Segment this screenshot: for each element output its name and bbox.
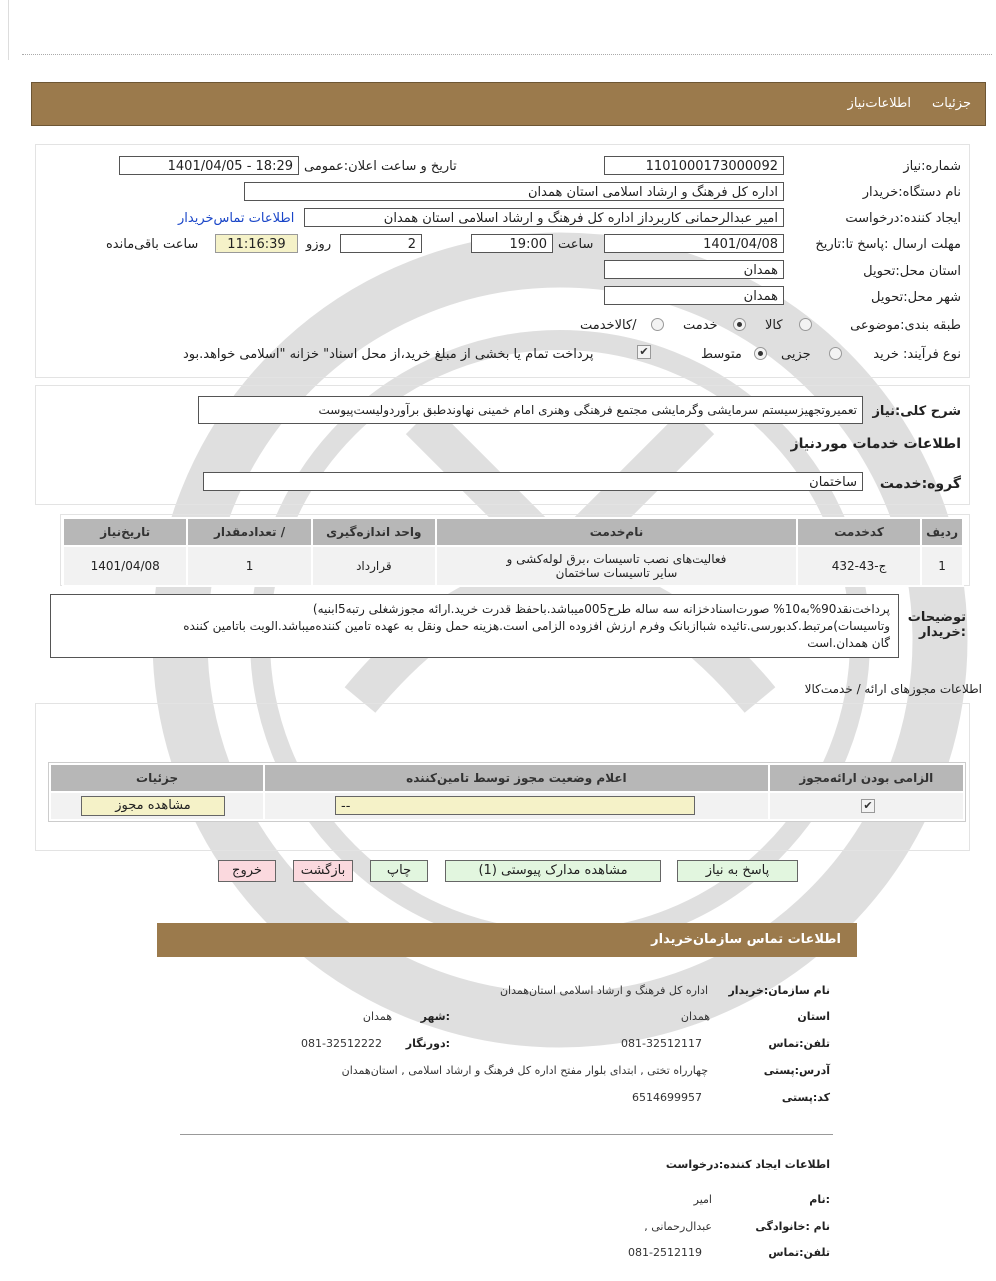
creator-field: امیر عبدالرحمانی کاربرداز اداره کل فرهنگ و ارشاد اسلامی استان همدان bbox=[304, 208, 784, 227]
contact-header bbox=[157, 923, 857, 957]
remaining-time-field: 11:16:39 bbox=[215, 234, 298, 253]
contact-postal-value: 6514699957 bbox=[632, 1091, 702, 1104]
attachments-button[interactable]: مشاهده مدارک پیوستی (1) bbox=[445, 860, 661, 882]
deadline-label: مهلت ارسال :پاسخ تا:تاریخ bbox=[815, 237, 961, 252]
top-divider bbox=[22, 54, 992, 55]
province-label: استان محل:تحویل bbox=[863, 264, 961, 279]
contact-title: اطلاعات تماس سازمان‌خریدار bbox=[651, 932, 841, 947]
deadline-time-label: ساعت bbox=[558, 237, 594, 252]
city-label: شهر محل:تحویل bbox=[871, 290, 961, 305]
announce-field: 1401/04/05 - 18:29 bbox=[119, 156, 299, 175]
exit-button[interactable]: خروج bbox=[218, 860, 276, 882]
deadline-time-field: 19:00 bbox=[471, 234, 553, 253]
category-label: طبقه بندی:موضوعی bbox=[850, 318, 961, 333]
contact-phone-label: تلفن:تماس bbox=[768, 1037, 830, 1050]
category-goods-radio[interactable] bbox=[799, 318, 812, 331]
view-permit-button[interactable]: مشاهده مجوز bbox=[81, 796, 225, 816]
header-bar bbox=[31, 82, 986, 126]
creator-phone-label: تلفن:تماس bbox=[768, 1246, 830, 1259]
tab-details[interactable]: جزئیات bbox=[932, 96, 971, 111]
buyer-notes-box bbox=[50, 594, 899, 658]
contact-org-label: نام سازمان:خریدار bbox=[728, 984, 830, 997]
deadline-date-field: 1401/04/08 bbox=[604, 234, 784, 253]
contact-province-value: همدان bbox=[680, 1010, 710, 1023]
process-partial-label: جزیی bbox=[781, 347, 811, 362]
contact-address-value: چهارراه تختی , ابتدای بلوار مفتح اداره کل فرهنگ و ارشاد اسلامی , استان‌همدان bbox=[341, 1064, 708, 1077]
creator-family-value: عبدال‌رحمانی , bbox=[644, 1220, 712, 1233]
category-service-radio[interactable] bbox=[733, 318, 746, 331]
city-field: همدان bbox=[604, 286, 784, 305]
cell-qty: 1 bbox=[187, 546, 311, 586]
group-field: ساختمان bbox=[203, 472, 863, 491]
contact-fax-label: :دورنگار bbox=[405, 1037, 450, 1050]
creator-name-label: :نام bbox=[809, 1193, 830, 1206]
col-row: ردیف bbox=[921, 518, 963, 546]
contact-province-label: استان bbox=[797, 1010, 830, 1023]
process-partial-radio[interactable] bbox=[829, 347, 842, 360]
group-label: گروه:خدمت bbox=[879, 476, 961, 492]
buyer-notes-line2: وتاسیسات)مرتبط.کدبورسی.تائیده شباازبانک وفرم ارزش افزوده الزامی است.هزینه حمل ونقل به عهده تامین کننده‌میباشد.الویت باتامین کننده bbox=[183, 619, 890, 633]
payment-note: پرداخت تمام یا بخشی از مبلغ خرید،از محل اسناد" خزانه "اسلامی خواهد.بود bbox=[183, 347, 594, 362]
permit-status-field[interactable]: -- bbox=[335, 796, 695, 815]
contact-address-label: آدرس:پستی bbox=[763, 1064, 830, 1077]
cell-code: ج-43-432 bbox=[797, 546, 921, 586]
permit-required-checkbox[interactable]: ✔ bbox=[861, 799, 875, 813]
contact-divider bbox=[180, 1134, 833, 1135]
announce-label: تاریخ و ساعت اعلان:عمومی bbox=[304, 159, 457, 174]
back-button[interactable]: بازگشت bbox=[293, 860, 353, 882]
col-qty: / تعدادمقدار bbox=[187, 518, 311, 546]
province-field: همدان bbox=[604, 260, 784, 279]
cell-name-line1: فعالیت‌های نصب تاسیسات ،برق لوله‌کشی و bbox=[506, 552, 727, 566]
creator-name-value: امیر bbox=[693, 1193, 712, 1206]
cell-row: 1 bbox=[921, 546, 963, 586]
cell-name bbox=[436, 546, 797, 586]
creator-family-label: نام :خانوادگی bbox=[755, 1220, 830, 1233]
buyer-notes-line3: گان همدان.است bbox=[807, 636, 890, 650]
buyer-org-label: نام دستگاه:خریدار bbox=[862, 185, 961, 200]
category-both-label: /کالاخدمت bbox=[580, 318, 637, 333]
creator-phone-value: 081-2512119 bbox=[628, 1246, 702, 1259]
process-medium-label: متوسط bbox=[701, 347, 742, 362]
buyer-contact-link[interactable]: اطلاعات تماس‌خریدار bbox=[178, 211, 295, 226]
category-goods-label: کالا bbox=[765, 318, 783, 333]
creator-section-title: اطلاعات ایجاد کننده:درخواست bbox=[665, 1158, 830, 1171]
tab-need-info[interactable]: اطلاعات‌نیاز bbox=[847, 96, 911, 111]
col-date: تاریخ‌نیاز bbox=[63, 518, 187, 546]
permit-col-details: جزئیات bbox=[50, 764, 264, 792]
category-service-label: خدمت bbox=[683, 318, 718, 333]
buyer-notes-label: توضیحات :خریدار bbox=[907, 610, 966, 640]
cell-date: 1401/04/08 bbox=[63, 546, 187, 586]
summary-label: شرح کلی:نیاز bbox=[872, 404, 961, 419]
process-medium-radio[interactable] bbox=[754, 347, 767, 360]
contact-org-value: اداره کل فرهنگ و ارشاد اسلامی استان‌همدان bbox=[499, 984, 708, 997]
remaining-label: ساعت باقی‌مانده bbox=[106, 237, 199, 252]
col-unit: واحد اندازه‌گیری bbox=[312, 518, 436, 546]
cell-name-line2: سایر تاسیسات ساختمان bbox=[555, 566, 678, 580]
need-number-label: شماره:نیاز bbox=[903, 159, 961, 174]
buyer-notes-line1: پرداخت‌نقد90%به10% صورت‌اسنادخزانه سه ساله طرح005میباشد.باحفظ قدرت خرید.ارائه مجوزشغلی رتبه5ابنیه) bbox=[312, 602, 890, 616]
contact-city-label: :شهر bbox=[420, 1010, 450, 1023]
days-label: روزو bbox=[306, 237, 332, 252]
category-both-radio[interactable] bbox=[651, 318, 664, 331]
permit-col-required: الزامی بودن ارائه‌مجوز bbox=[769, 764, 964, 792]
contact-phone-value: 081-32512117 bbox=[621, 1037, 702, 1050]
need-number-field: 1101000173000092 bbox=[604, 156, 784, 175]
need-form-panel bbox=[35, 144, 970, 378]
cell-unit: قرارداد bbox=[312, 546, 436, 586]
days-field: 2 bbox=[340, 234, 422, 253]
col-code: کدخدمت bbox=[797, 518, 921, 546]
services-title: اطلاعات خدمات موردنیاز bbox=[790, 436, 961, 452]
print-button[interactable]: چاپ bbox=[370, 860, 428, 882]
page-edge bbox=[8, 0, 9, 60]
col-name: نام‌خدمت bbox=[436, 518, 797, 546]
services-table bbox=[62, 517, 964, 587]
summary-field: تعمیروتجهیزسیستم سرمایشی وگرمایشی مجتمع فرهنگی وهنری امام خمینی نهاوندطبق برآوردولیست‌پیوست bbox=[198, 396, 863, 424]
process-label: نوع فرآیند: خرید bbox=[873, 347, 961, 362]
payment-checkbox[interactable]: ✔ bbox=[637, 345, 651, 359]
contact-city-value: همدان bbox=[362, 1010, 392, 1023]
creator-label: ایجاد کننده:درخواست bbox=[845, 211, 961, 226]
permit-col-status: اعلام وضعیت مجوز توسط تامین‌کننده bbox=[264, 764, 768, 792]
buyer-org-field: اداره کل فرهنگ و ارشاد اسلامی استان همدان bbox=[244, 182, 784, 201]
permits-title: اطلاعات مجوزهای ارائه / خدمت‌کالا bbox=[804, 682, 982, 696]
contact-fax-value: 081-32512222 bbox=[301, 1037, 382, 1050]
contact-postal-label: کد:پستی bbox=[781, 1091, 830, 1104]
table-row bbox=[63, 546, 963, 586]
reply-button[interactable]: پاسخ به نیاز bbox=[677, 860, 798, 882]
